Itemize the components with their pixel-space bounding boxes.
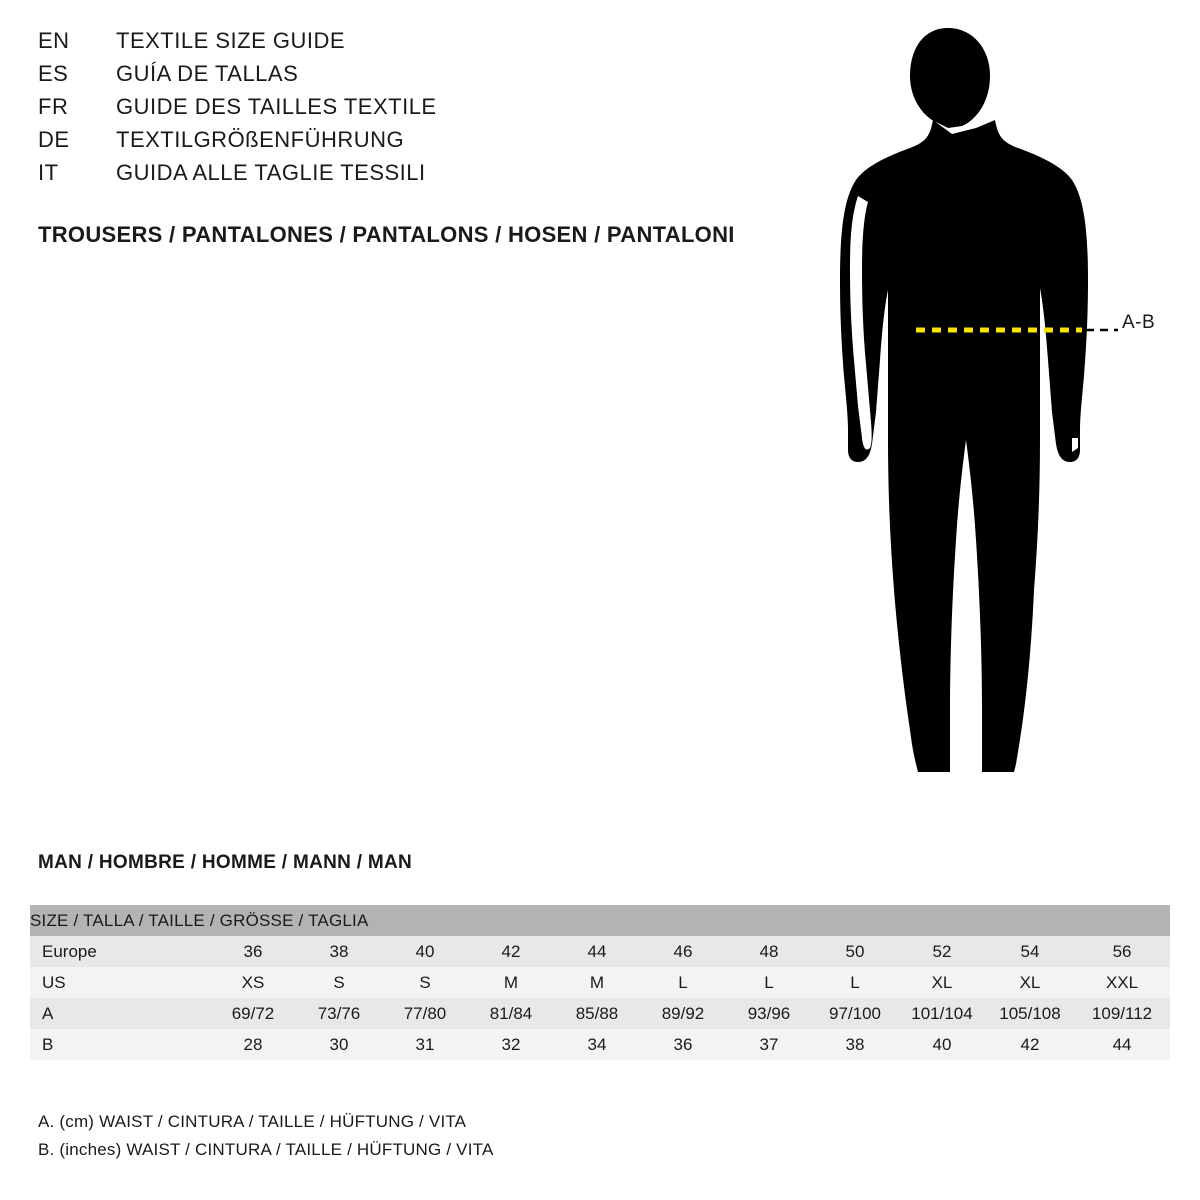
language-row-fr — [38, 94, 798, 127]
table-header-row — [30, 905, 1170, 936]
cell-europe-4: 44 — [554, 936, 640, 967]
language-title: GUIDA ALLE TAGLIE TESSILI — [116, 160, 426, 185]
cell-a-5: 89/92 — [640, 998, 726, 1029]
table-row — [30, 998, 1170, 1029]
cell-europe-5: 46 — [640, 936, 726, 967]
cell-us-7: L — [812, 967, 898, 998]
cell-us-10: XXL — [1074, 967, 1170, 998]
cell-a-3: 81/84 — [468, 998, 554, 1029]
cell-b-10: 44 — [1074, 1029, 1170, 1060]
table-row — [30, 936, 1170, 967]
gender-section-title: MAN / HOMBRE / HOMME / MANN / MAN — [38, 852, 413, 873]
size-table-wrapper — [30, 905, 1170, 1060]
cell-a-0: 69/72 — [210, 998, 296, 1029]
cell-europe-0: 36 — [210, 936, 296, 967]
cell-us-1: S — [296, 967, 382, 998]
cell-b-1: 30 — [296, 1029, 382, 1060]
cell-us-6: L — [726, 967, 812, 998]
cell-europe-3: 42 — [468, 936, 554, 967]
language-row-en — [38, 28, 798, 61]
cell-b-8: 40 — [898, 1029, 986, 1060]
cell-europe-9: 54 — [986, 936, 1074, 967]
cell-a-10: 109/112 — [1074, 998, 1170, 1029]
man-silhouette-icon — [800, 20, 1200, 810]
cell-us-8: XL — [898, 967, 986, 998]
language-code: DE — [38, 127, 70, 152]
cell-a-1: 73/76 — [296, 998, 382, 1029]
table-row — [30, 1029, 1170, 1060]
cell-europe-2: 40 — [382, 936, 468, 967]
cell-b-2: 31 — [382, 1029, 468, 1060]
table-header-label: SIZE / TALLA / TAILLE / GRÖSSE / TAGLIA — [30, 905, 1170, 936]
language-code: ES — [38, 61, 69, 86]
language-code: EN — [38, 28, 70, 53]
language-row-es — [38, 61, 798, 94]
cell-b-6: 37 — [726, 1029, 812, 1060]
row-label-us: US — [30, 967, 210, 998]
cell-b-0: 28 — [210, 1029, 296, 1060]
language-row-de — [38, 127, 798, 160]
row-label-b: B — [30, 1029, 210, 1060]
cell-europe-1: 38 — [296, 936, 382, 967]
row-label-a: A — [30, 998, 210, 1029]
garment-type-title: TROUSERS / PANTALONES / PANTALONS / HOSEN / PANTALONI — [38, 222, 735, 247]
language-row-it — [38, 160, 798, 193]
language-title: TEXTILGRÖßENFÜHRUNG — [116, 127, 405, 152]
cell-us-2: S — [382, 967, 468, 998]
cell-europe-7: 50 — [812, 936, 898, 967]
body-figure — [800, 20, 1200, 810]
language-title: TEXTILE SIZE GUIDE — [116, 28, 346, 53]
cell-us-4: M — [554, 967, 640, 998]
cell-b-7: 38 — [812, 1029, 898, 1060]
cell-europe-6: 48 — [726, 936, 812, 967]
cell-us-0: XS — [210, 967, 296, 998]
cell-b-3: 32 — [468, 1029, 554, 1060]
language-code: IT — [38, 160, 59, 185]
footnote-b: B. (inches) WAIST / CINTURA / TAILLE / HÜFTUNG / VITA — [38, 1140, 494, 1159]
cell-a-7: 97/100 — [812, 998, 898, 1029]
cell-b-9: 42 — [986, 1029, 1074, 1060]
cell-a-9: 105/108 — [986, 998, 1074, 1029]
footnote-list — [38, 1108, 494, 1164]
table-row — [30, 967, 1170, 998]
cell-a-8: 101/104 — [898, 998, 986, 1029]
cell-us-9: XL — [986, 967, 1074, 998]
measure-label-ab: A-B — [1122, 312, 1156, 333]
cell-us-3: M — [468, 967, 554, 998]
cell-europe-8: 52 — [898, 936, 986, 967]
row-label-europe: Europe — [30, 936, 210, 967]
cell-a-4: 85/88 — [554, 998, 640, 1029]
language-code: FR — [38, 94, 69, 119]
cell-a-2: 77/80 — [382, 998, 468, 1029]
cell-us-5: L — [640, 967, 726, 998]
cell-europe-10: 56 — [1074, 936, 1170, 967]
footnote-a: A. (cm) WAIST / CINTURA / TAILLE / HÜFTUNG / VITA — [38, 1112, 467, 1131]
cell-b-5: 36 — [640, 1029, 726, 1060]
cell-a-6: 93/96 — [726, 998, 812, 1029]
language-title: GUIDE DES TAILLES TEXTILE — [116, 94, 437, 119]
size-table — [30, 905, 1170, 1060]
cell-b-4: 34 — [554, 1029, 640, 1060]
language-title: GUÍA DE TALLAS — [116, 61, 299, 86]
language-list — [38, 28, 798, 193]
